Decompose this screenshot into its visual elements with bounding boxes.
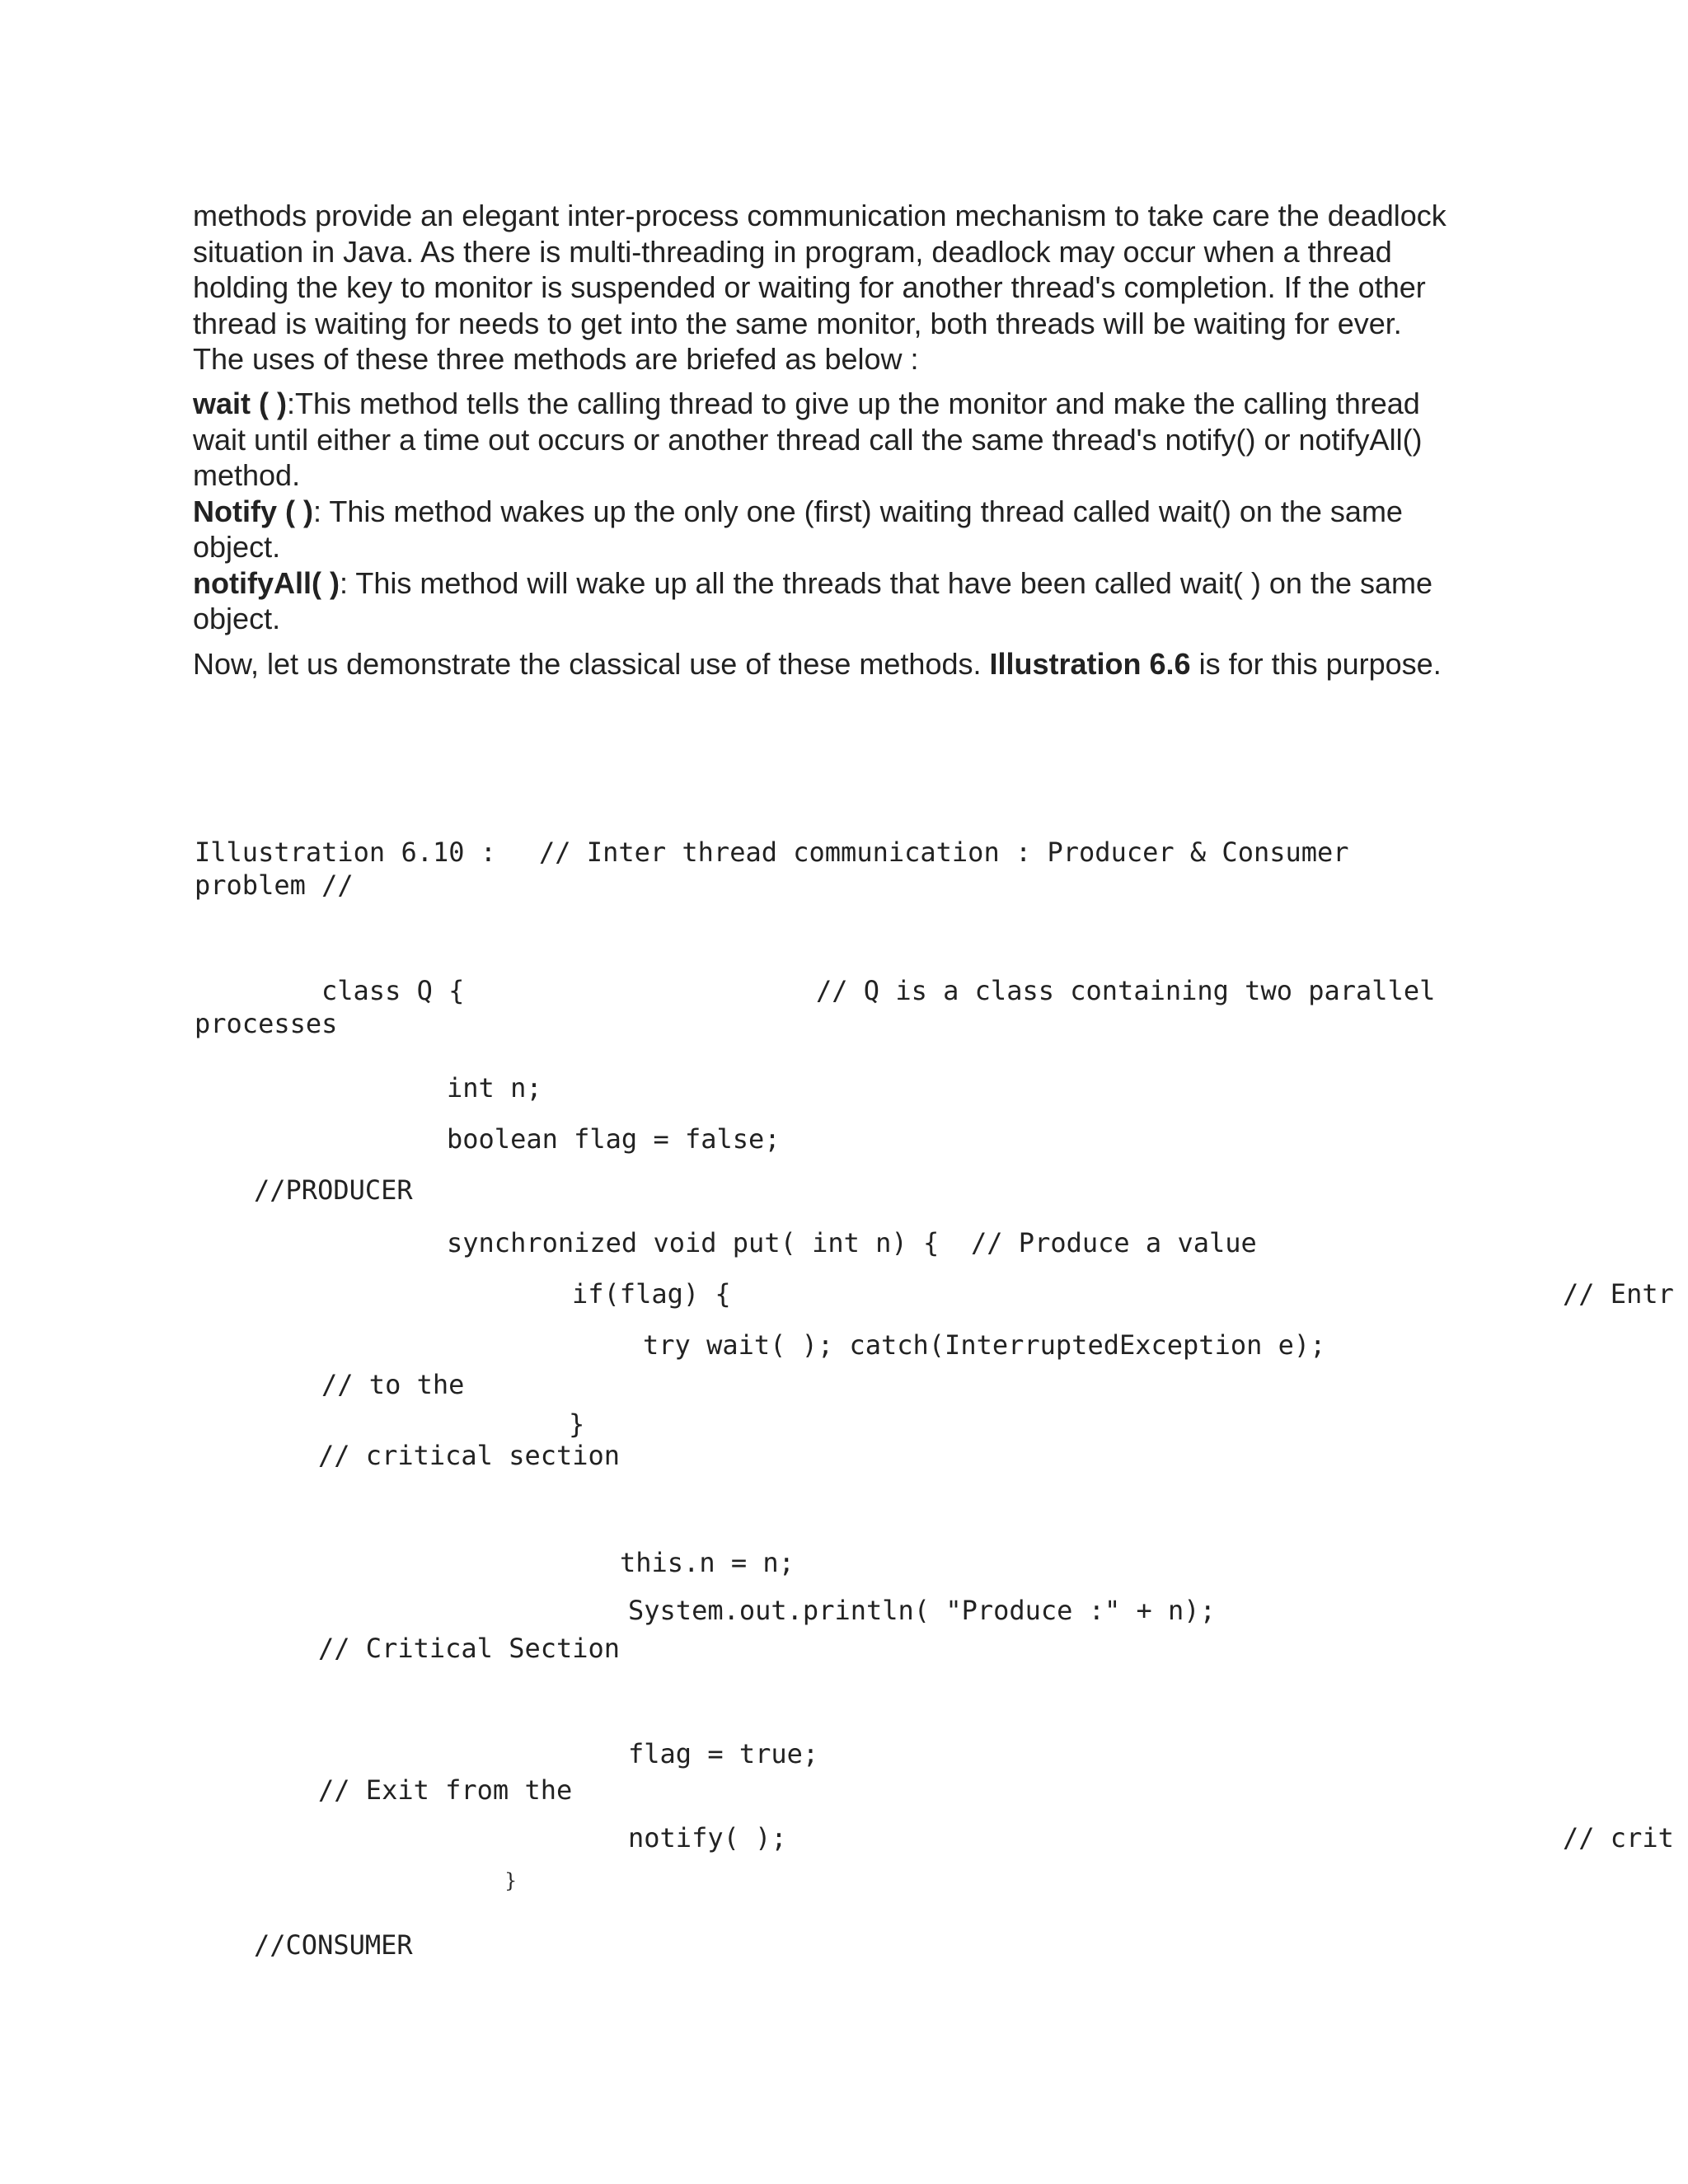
wait-description: [193, 386, 1479, 494]
code-line: notify( );: [628, 1822, 787, 1854]
code-comment: processes: [195, 1008, 338, 1039]
intro-paragraph: [193, 198, 1479, 377]
code-line: try wait( ); catch(InterruptedException e);: [643, 1329, 1326, 1361]
notify-text: object.: [193, 530, 281, 564]
code-section-label: //CONSUMER: [254, 1929, 413, 1961]
code-comment: // critical section: [318, 1440, 621, 1471]
wait-text: method.: [193, 458, 301, 492]
code-comment: // Produce a value: [971, 1227, 1257, 1258]
code-line: this.n = n;: [620, 1547, 795, 1578]
notifyall-text: object.: [193, 602, 281, 635]
code-line: flag = true;: [628, 1738, 819, 1769]
illustration-reference: Illustration 6.6: [989, 647, 1191, 681]
code-caption-comment: // Inter thread communication : Producer & Consumer: [539, 837, 1349, 868]
method-descriptions: [193, 386, 1479, 637]
code-caption-wrap: problem //: [195, 869, 354, 901]
notifyall-term: notifyAll( ): [193, 565, 340, 600]
notify-text: : This method wakes up the only one (first) waiting thread called wait() on the same: [312, 494, 1403, 528]
code-comment: // crit: [1563, 1822, 1674, 1854]
demo-sentence: [193, 646, 1479, 682]
intro-line: The uses of these three methods are briefed as below :: [193, 342, 919, 376]
code-comment: // Entr: [1563, 1278, 1674, 1310]
code-line: System.out.println( "Produce :" + n);: [628, 1595, 1216, 1626]
intro-line: thread is waiting for needs to get into the same monitor, both threads will be waiting for ever.: [193, 306, 1402, 340]
code-section-label: //PRODUCER: [254, 1174, 413, 1206]
wait-text: :This method tells the calling thread to give up the monitor and make the calling thread: [287, 387, 1420, 420]
code-comment: // Exit from the: [318, 1774, 573, 1806]
demo-text: is for this purpose.: [1190, 647, 1442, 681]
code-comment: // Q is a class containing two parallel: [816, 975, 1436, 1006]
code-line: }: [504, 1869, 518, 1892]
code-line: boolean flag = false;: [447, 1123, 781, 1155]
notify-term: Notify ( ): [193, 494, 313, 528]
demo-text: Now, let us demonstrate the classical use of these methods.: [193, 647, 990, 681]
code-line: synchronized void put( int n) {: [447, 1227, 940, 1258]
code-line: if(flag) {: [572, 1278, 731, 1310]
code-class-decl: class Q {: [321, 975, 465, 1006]
code-caption-label: Illustration 6.10 :: [195, 837, 497, 868]
intro-line: holding the key to monitor is suspended or waiting for another thread's completion. If the other: [193, 270, 1426, 304]
intro-line: situation in Java. As there is multi-threading in program, deadlock may occur when a thread: [193, 234, 1392, 269]
wait-text: wait until either a time out occurs or another thread call the same thread's notify() or notifyAll(): [193, 422, 1423, 457]
code-comment: // Critical Section: [318, 1633, 621, 1664]
intro-line: methods provide an elegant inter-process communication mechanism to take care the deadlock: [193, 199, 1447, 232]
code-comment: // to the: [321, 1369, 465, 1400]
code-line: int n;: [447, 1072, 542, 1104]
notifyall-description: [193, 565, 1479, 637]
wait-term: wait ( ): [193, 387, 287, 420]
code-line: }: [569, 1408, 585, 1440]
notify-description: [193, 494, 1479, 565]
notifyall-text: : This method will wake up all the threads that have been called wait( ) on the same: [339, 565, 1433, 600]
